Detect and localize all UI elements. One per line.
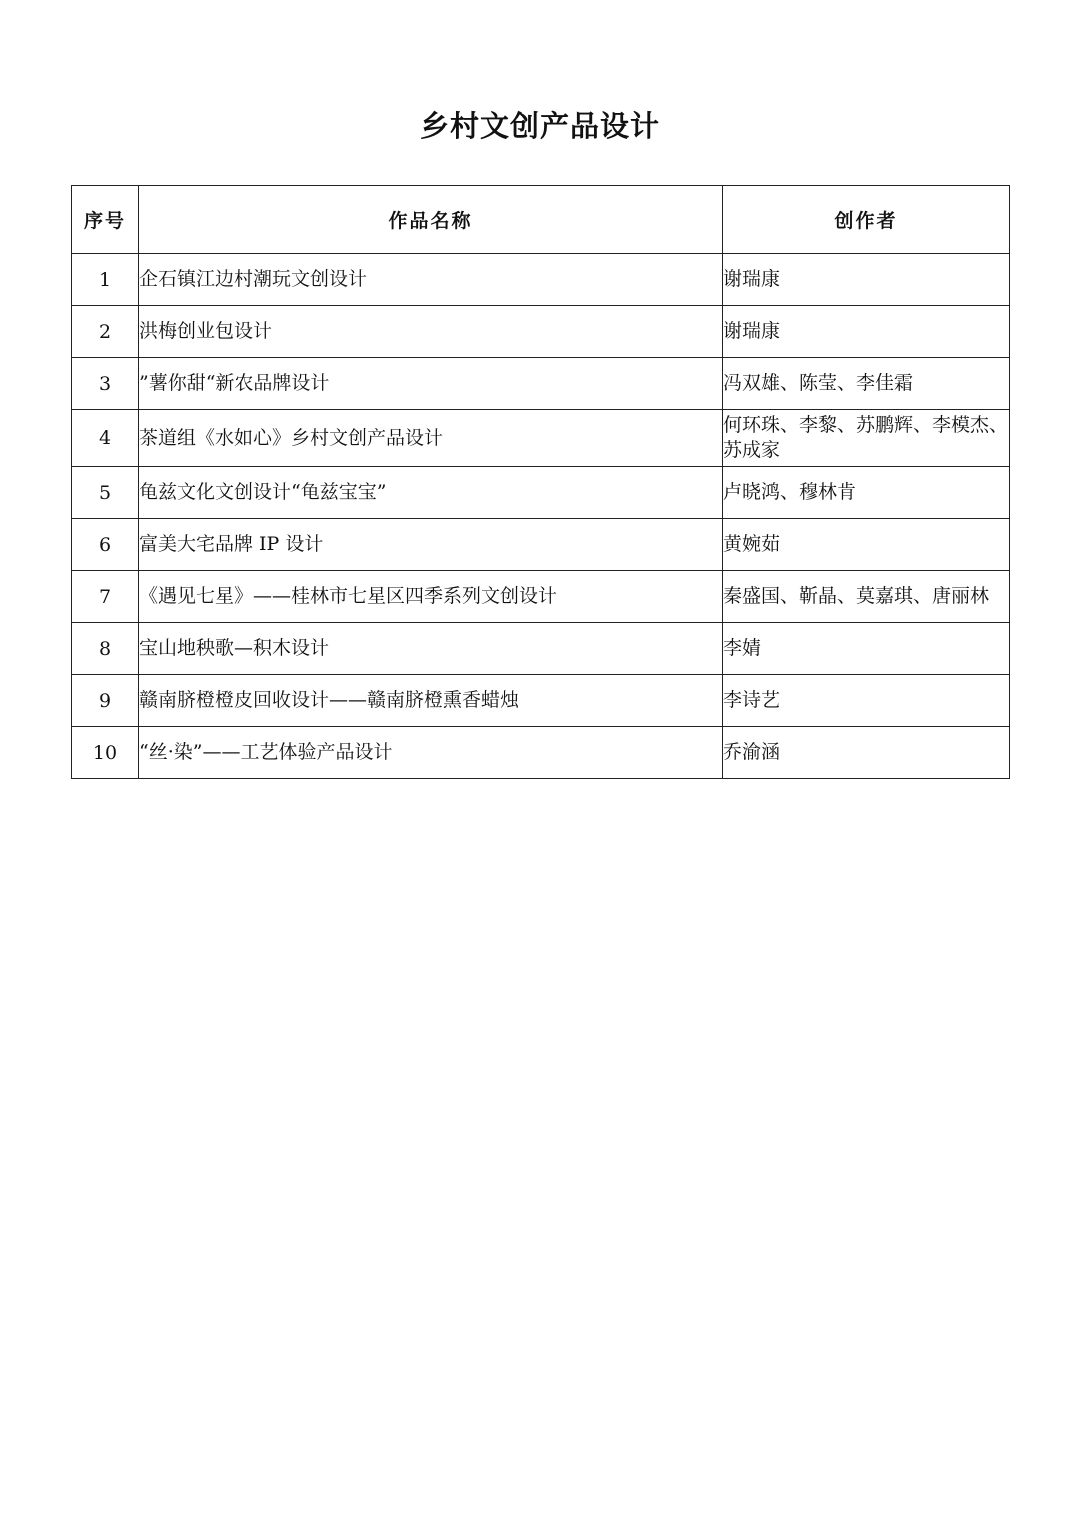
header-index: 序号 [72,186,139,254]
row-work-name: 洪梅创业包设计 [139,306,723,358]
row-author: 李诗艺 [723,675,1010,727]
row-work-name: 富美大宅品牌 IP 设计 [139,519,723,571]
row-index: 2 [72,306,139,358]
row-work-name: 宝山地秧歌—积木设计 [139,623,723,675]
row-author: 谢瑞康 [723,306,1010,358]
table-row [72,623,1010,675]
table-row [72,467,1010,519]
row-index: 3 [72,358,139,410]
row-index: 6 [72,519,139,571]
row-index: 1 [72,254,139,306]
row-author: 冯双雄、陈莹、李佳霜 [723,358,1010,410]
table-header-row [72,186,1010,254]
table-row [72,254,1010,306]
row-work-name: 茶道组《水如心》乡村文创产品设计 [139,410,723,467]
table-row [72,675,1010,727]
table-row [72,306,1010,358]
row-work-name: “丝·染”——工艺体验产品设计 [139,727,723,779]
table-row [72,519,1010,571]
row-index: 5 [72,467,139,519]
row-index: 9 [72,675,139,727]
row-index: 7 [72,571,139,623]
row-work-name: 《遇见七星》——桂林市七星区四季系列文创设计 [139,571,723,623]
row-author: 谢瑞康 [723,254,1010,306]
row-author: 卢晓鸿、穆林肯 [723,467,1010,519]
row-index: 8 [72,623,139,675]
header-work-name: 作品名称 [139,186,723,254]
award-table [71,185,1010,779]
row-work-name: 龟兹文化文创设计“龟兹宝宝” [139,467,723,519]
row-author: 乔渝涵 [723,727,1010,779]
page-title: 乡村文创产品设计 [419,109,660,143]
row-work-name: ”薯你甜“新农品牌设计 [139,358,723,410]
row-index: 10 [72,727,139,779]
row-author: 黄婉茹 [723,519,1010,571]
row-index: 4 [72,410,139,467]
row-work-name: 赣南脐橙橙皮回收设计——赣南脐橙熏香蜡烛 [139,675,723,727]
row-author: 何环珠、李黎、苏鹏辉、李模杰、苏成家 [723,410,1010,467]
row-work-name: 企石镇江边村潮玩文创设计 [139,254,723,306]
table-row [72,358,1010,410]
table-row [72,727,1010,779]
header-author: 创作者 [723,186,1010,254]
row-author: 秦盛国、靳晶、莫嘉琪、唐丽林 [723,571,1010,623]
row-author: 李婧 [723,623,1010,675]
table-row [72,571,1010,623]
table-row [72,410,1010,467]
